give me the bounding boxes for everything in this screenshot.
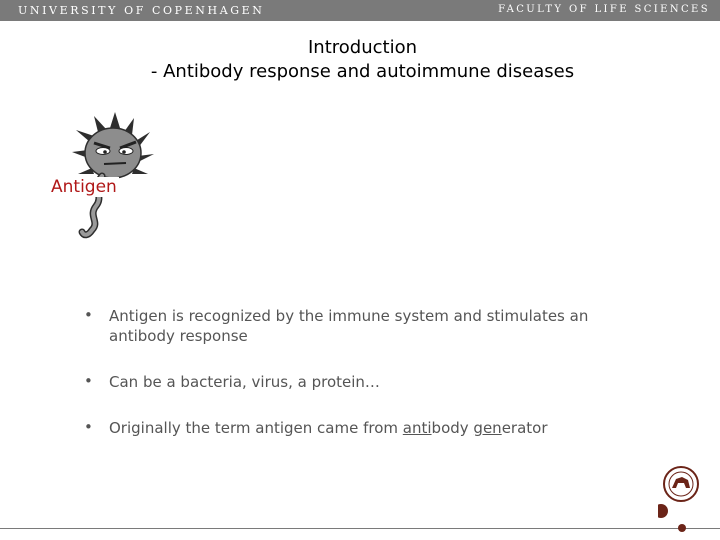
title-line-1: Introduction — [307, 37, 417, 58]
text-segment: erator — [501, 419, 548, 437]
text-segment: Originally the term antigen came from — [109, 419, 403, 437]
faculty-name: FACULTY OF LIFE SCIENCES — [498, 4, 710, 15]
header-bar — [0, 0, 720, 21]
footer-line — [0, 528, 720, 529]
underlined-segment: anti — [402, 419, 432, 437]
university-seal-icon — [658, 464, 702, 520]
bullet-dot: • — [84, 306, 93, 324]
bullet-text: Can be a bacteria, virus, a protein… — [109, 373, 380, 391]
bullet-dot: • — [84, 418, 93, 436]
bullet-text: Antigen is recognized by the immune system and stimulates an antibody response — [109, 307, 589, 345]
slide-title — [0, 36, 720, 84]
title-line-2: - Antibody response and autoimmune diseases — [150, 61, 575, 82]
underlined-segment: gen — [473, 419, 502, 437]
bullet-text — [109, 418, 629, 438]
bullet-dot: • — [84, 372, 93, 390]
footer-dot — [678, 524, 686, 532]
text-segment: body — [431, 419, 474, 437]
antigen-label: Antigen — [51, 177, 117, 197]
university-name: UNIVERSITY OF COPENHAGEN — [18, 4, 265, 17]
